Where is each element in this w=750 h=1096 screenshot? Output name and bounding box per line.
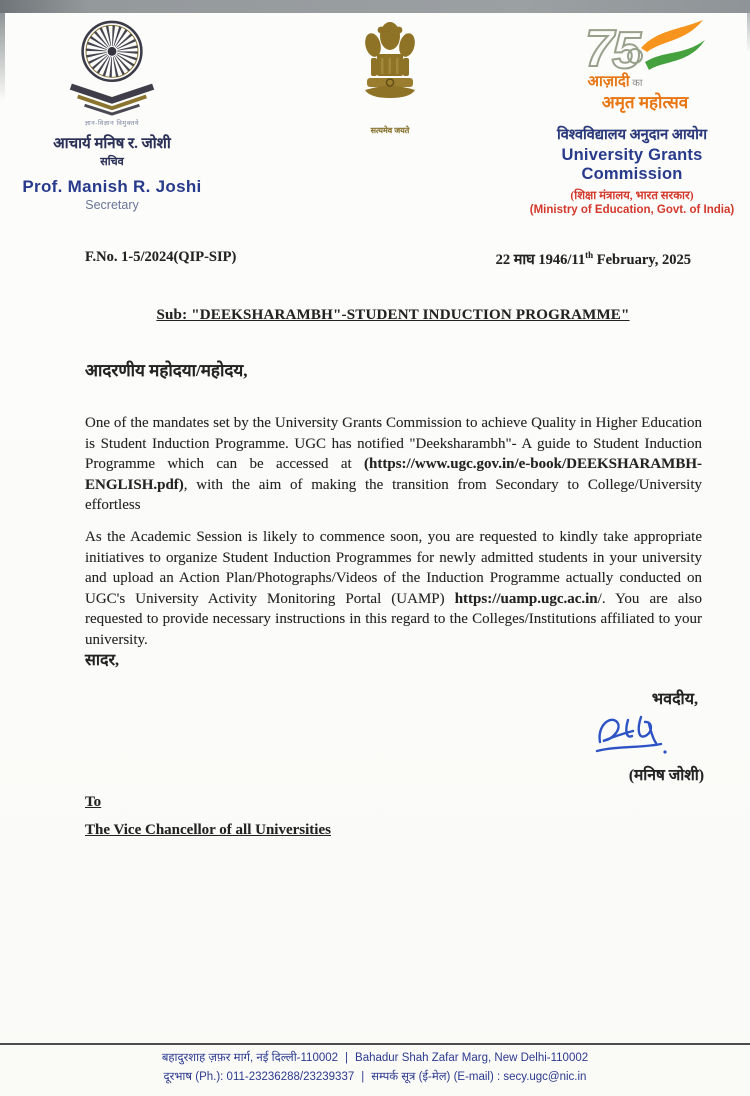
header-right-block	[518, 16, 746, 216]
secretary-name: Prof. Manish R. Joshi	[22, 177, 202, 196]
amrit-mahotsav-line1: आज़ादी का	[587, 74, 643, 90]
ugc-name-english: University Grants Commission	[561, 146, 703, 183]
emblem-caption: सत्यमेव जयते	[370, 126, 410, 135]
secretary-name-hindi: आचार्य मनिष र. जोशी	[53, 136, 171, 152]
subject-line: Sub: "DEEKSHARAMBH"-STUDENT INDUCTION PROGRAMME"	[156, 307, 630, 323]
footer-line-1: बहादुरशाह ज़फ़र मार्ग, नई दिल्ली-110002 | Bahadur Shah Zafar Marg, New Delhi-110002	[161, 1052, 589, 1064]
uamp-url: https://uamp.ugc.ac.in	[454, 590, 598, 607]
ministry-line-hindi: (शिक्षा मंत्रालय, भारत सरकार)	[570, 190, 694, 202]
svg-text:7: 7	[585, 20, 614, 78]
ugc-logo-icon	[12, 16, 212, 120]
closing: भवदीय,	[651, 691, 698, 708]
addressee: The Vice Chancellor of all Universities	[85, 822, 331, 838]
national-emblem-icon	[357, 107, 423, 124]
paragraph-1: One of the mandates set by the University Grants Commission to achieve Quality in Higher Education is Student Induction Programme. UGC has notified "Deeksharambh"- A guide to Student Induction Programme which can be accessed at (https://www.ugc.gov.in/e-book/DEEKSHARAMBH-ENGLISH.pdf), with the aim of making the transition from Secondary to College/University effortless	[85, 415, 702, 513]
svg-text:5: 5	[612, 22, 641, 80]
signatory-name: (मनिष जोशी)	[628, 767, 704, 784]
paragraph-2: As the Academic Session is likely to commence soon, you are requested to kindly take appropriate initiatives to organize Student Induction Programmes for newly admitted students in your university and upload an Action Plan/Photographs/Videos of the Induction Programme actually conducted on UGC's University Activity Monitoring Portal (UAMP) https://uamp.ugc.ac.in/. You are also requested to provide necessary instructions in this regard to the Colleges/Institutions affiliated to your university.	[85, 529, 702, 648]
scan-artifact-top	[0, 0, 750, 13]
ugc-name-hindi: विश्वविद्यालय अनुदान आयोग	[556, 127, 708, 143]
secretary-title: Secretary	[85, 198, 139, 212]
deeksharambh-url: (https://www.ugc.gov.in/e-book/DEEKSHARAMBH-ENGLISH.pdf)	[85, 456, 702, 493]
header-left-block	[12, 16, 212, 212]
to-label: To	[85, 794, 102, 810]
letter-date: 22 माघ 1946/11th February, 2025	[495, 250, 691, 268]
footer-divider	[0, 1043, 750, 1045]
reference-row	[85, 249, 691, 269]
file-number: F.No. 1-5/2024(QIP-SIP)	[85, 249, 237, 265]
signature-icon	[593, 710, 681, 769]
footer-address-block	[0, 1049, 750, 1087]
ministry-line-english: (Ministry of Education, Govt. of India)	[529, 204, 735, 216]
secretary-title-hindi: सचिव	[100, 156, 124, 168]
amrit-mahotsav-line2: अमृत महोत्सव	[601, 93, 689, 112]
regards: सादर,	[85, 652, 120, 669]
scan-artifact-left	[0, 13, 5, 101]
salutation: आदरणीय महोदया/महोदय,	[85, 361, 248, 380]
header-center-block	[338, 20, 442, 136]
footer-line-2: दूरभाष (Ph.): 011-23236288/23239337 | सम्पर्क सूत्र (ई-मेल) (E-mail) : secy.ugc@nic.in	[163, 1071, 587, 1083]
ugc-logo-motto: ज्ञान-विज्ञान विमुक्तये	[84, 120, 140, 127]
